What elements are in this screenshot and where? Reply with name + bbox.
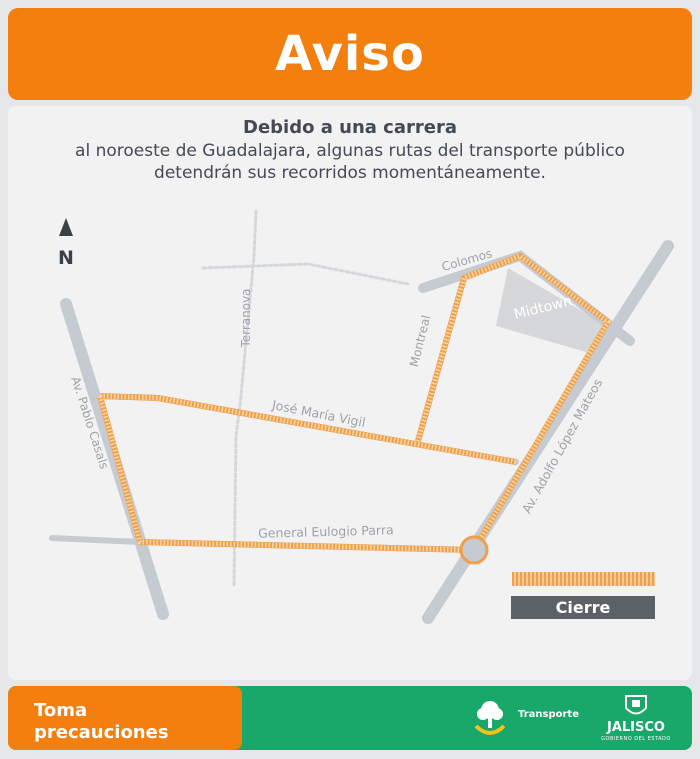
route-map bbox=[8, 106, 692, 680]
header-title: Aviso bbox=[275, 26, 425, 82]
jalisco-seal-icon bbox=[621, 692, 651, 720]
transport-brand bbox=[468, 696, 588, 740]
label-montreal: Montreal bbox=[406, 313, 434, 369]
north-arrow-icon bbox=[58, 218, 74, 269]
legend-closure-label: Cierre bbox=[511, 596, 655, 619]
legend-closure-swatch bbox=[512, 572, 655, 586]
jalisco-brand bbox=[596, 692, 676, 746]
notice-text bbox=[8, 116, 692, 184]
transport-label: Transporte bbox=[518, 709, 579, 720]
street-minor bbox=[203, 264, 408, 284]
map-panel bbox=[8, 106, 692, 680]
label-eulogio-parra: General Eulogio Parra bbox=[257, 522, 394, 541]
roundabout bbox=[461, 537, 487, 563]
notice-line-1: Debido a una carrera bbox=[243, 117, 457, 138]
north-label: N bbox=[58, 247, 74, 269]
footer-bar bbox=[8, 686, 692, 750]
transport-logo-icon bbox=[468, 696, 512, 740]
caution-line-2: precauciones bbox=[34, 722, 169, 743]
header-banner bbox=[8, 8, 692, 100]
label-colomos: Colomos bbox=[440, 246, 494, 275]
jalisco-label: JALISCO bbox=[607, 720, 665, 735]
caution-line-1: Toma bbox=[34, 700, 88, 721]
label-lopez-mateos: Av. Adolfo López Mateos bbox=[518, 375, 606, 516]
notice-line-3: detendrán sus recorridos momentáneamente. bbox=[154, 163, 546, 183]
label-terranova: Terranova bbox=[239, 288, 253, 348]
gov-label: GOBIERNO DEL ESTADO bbox=[601, 736, 671, 742]
label-jose-maria-vigil: José María Vigil bbox=[270, 397, 367, 430]
label-midtown: Midtown bbox=[512, 293, 574, 324]
notice-line-2: al noroeste de Guadalajara, algunas rutas del transporte público bbox=[75, 141, 625, 161]
caution-banner bbox=[8, 686, 242, 750]
label-pablo-casals: Av. Pablo Casals bbox=[68, 374, 112, 471]
